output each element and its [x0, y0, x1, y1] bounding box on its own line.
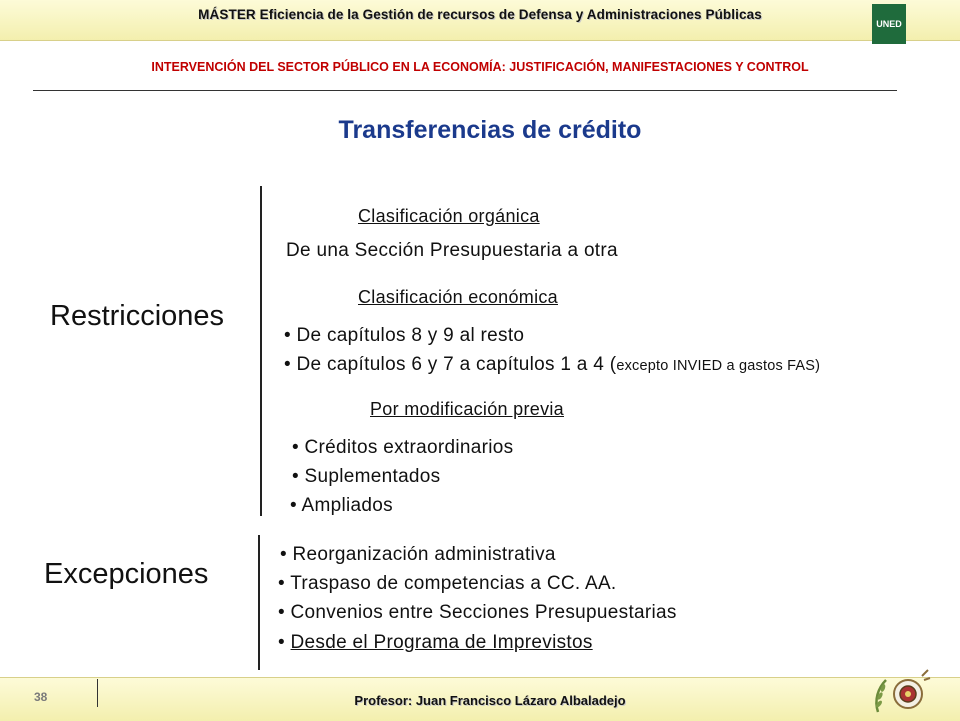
emblem-icon [872, 666, 932, 718]
modificacion-item-text: Créditos extraordinarios [304, 437, 514, 458]
modificacion-item-text: Ampliados [301, 495, 393, 516]
organica-heading: Clasificación orgánica [358, 206, 540, 226]
modificacion-item: • Créditos extraordinarios [292, 437, 514, 458]
excepciones-item-text: Traspaso de competencias a CC. AA. [290, 573, 617, 594]
uned-logo: UNED [872, 4, 906, 44]
excepciones-item-text: Desde el Programa de Imprevistos [290, 632, 593, 653]
economica-item-1: • De capítulos 8 y 9 al resto [284, 325, 525, 346]
economica-item-2: • De capítulos 6 y 7 a capítulos 1 a 4 (excepto INVIED a gastos FAS) [284, 354, 821, 375]
slide-title: Transferencias de crédito [338, 116, 642, 144]
excepciones-item: • Traspaso de competencias a CC. AA. [278, 573, 617, 594]
excepciones-item-text: Reorganización administrativa [292, 544, 556, 565]
economica-item-2-note: excepto INVIED a gastos FAS) [616, 358, 821, 374]
economica-item-1-text: De capítulos 8 y 9 al resto [296, 325, 525, 346]
excepciones-item: • Convenios entre Secciones Presupuestarias [278, 602, 677, 623]
excepciones-item: • Desde el Programa de Imprevistos [278, 632, 593, 653]
modificacion-item: • Ampliados [290, 495, 393, 516]
page-number: 38 [34, 690, 48, 704]
restricciones-label: Restricciones [50, 300, 225, 332]
master-title: MÁSTER Eficiencia de la Gestión de recursos de Defensa y Administraciones Públicas [198, 7, 762, 22]
modificacion-item-text: Suplementados [304, 466, 441, 487]
professor-name: Profesor: Juan Francisco Lázaro Albaladejo [354, 693, 626, 708]
restricciones-bracket-line [260, 186, 262, 516]
excepciones-item-text: Convenios entre Secciones Presupuestarias [290, 602, 677, 623]
organica-text: De una Sección Presupuestaria a otra [286, 240, 618, 261]
header-divider [33, 90, 897, 91]
economica-heading: Clasificación económica [358, 287, 558, 307]
excepciones-label: Excepciones [44, 558, 209, 590]
course-subtitle: INTERVENCIÓN DEL SECTOR PÚBLICO EN LA ECONOMÍA: JUSTIFICACIÓN, MANIFESTACIONES Y CONTROL [151, 60, 809, 74]
modificacion-item: • Suplementados [292, 466, 441, 487]
excepciones-bracket-line [258, 535, 260, 670]
economica-item-2-text: De capítulos 6 y 7 a capítulos 1 a 4 ( [296, 354, 617, 375]
modificacion-heading: Por modificación previa [370, 399, 564, 419]
excepciones-item: • Reorganización administrativa [280, 544, 556, 565]
